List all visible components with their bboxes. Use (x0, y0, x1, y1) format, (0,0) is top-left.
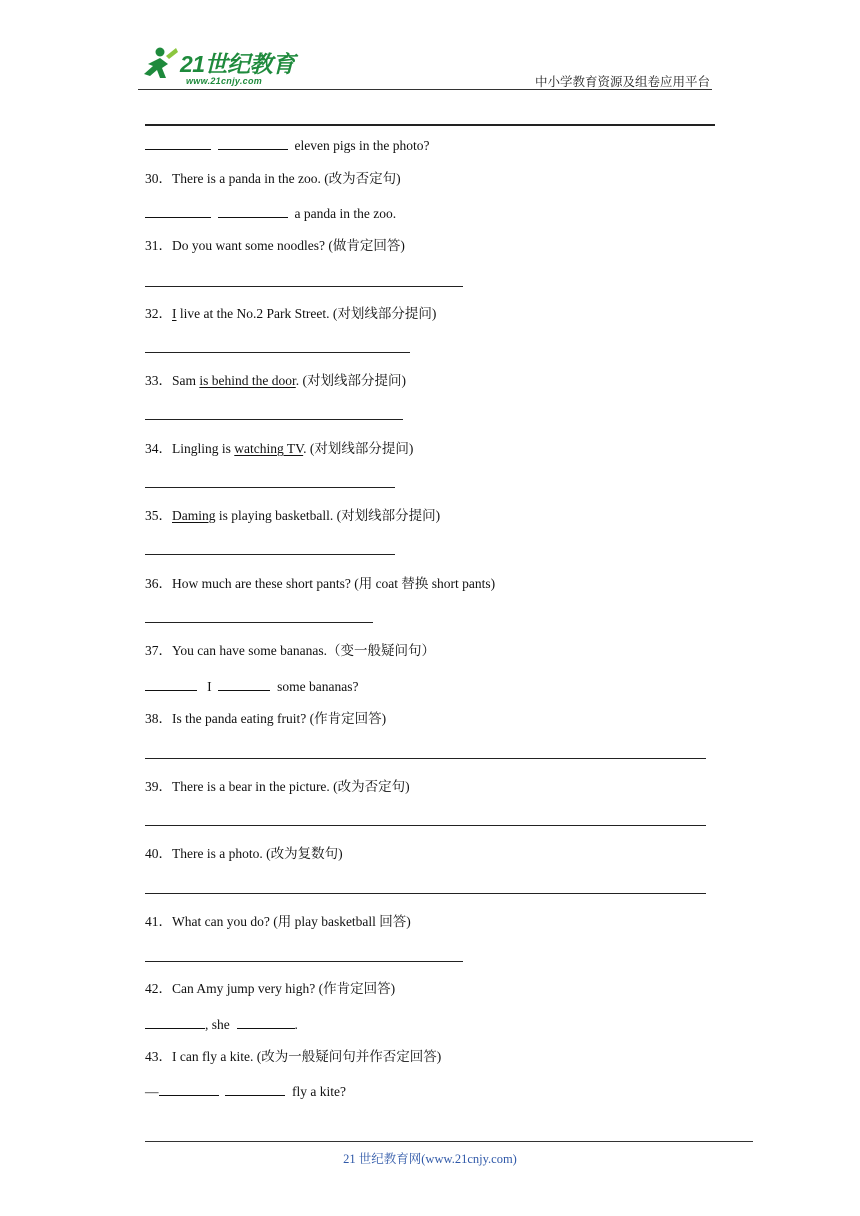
logo-text: 21世纪教育 (180, 51, 295, 77)
answer-blank[interactable] (145, 677, 197, 691)
question-text: How much are these short pants? (用 coat 替换 short pants) (172, 576, 496, 591)
question-43-answer (145, 1082, 346, 1101)
question-text: Do you want some noodles? (做肯定回答) (172, 238, 405, 253)
question-text: There is a panda in the zoo. (改为否定句) (172, 171, 401, 186)
question-text: I (207, 679, 212, 694)
underlined-part: Daming (172, 508, 216, 523)
underlined-part: is behind the door (199, 373, 296, 388)
question-text: You can have some bananas.（变一般疑问句） (172, 643, 435, 658)
question-number: 36． (145, 576, 172, 591)
question-36 (145, 575, 495, 593)
footer-text: 21 世纪教育网(www.21cnjy.com) (343, 1152, 517, 1166)
question-number: 39． (145, 779, 172, 794)
question-text: live at the No.2 Park Street. (对划线部分提问) (176, 306, 437, 321)
answer-blank[interactable] (145, 1015, 205, 1029)
answer-blank[interactable] (218, 677, 270, 691)
answer-blank[interactable] (237, 1015, 295, 1029)
question-text: , she (205, 1017, 230, 1032)
question-text: fly a kite? (292, 1084, 346, 1099)
question-number: 38． (145, 711, 172, 726)
question-number: 34． (145, 441, 172, 456)
question-number: 42． (145, 981, 172, 996)
answer-blank[interactable] (218, 136, 288, 150)
underlined-part: I (172, 306, 177, 321)
question-text: eleven pigs in the photo? (294, 138, 430, 153)
answer-line[interactable] (145, 352, 410, 353)
question-42-answer (145, 1015, 298, 1034)
question-text: . (对划线部分提问) (303, 441, 414, 456)
question-31 (145, 237, 405, 255)
underlined-part: watching TV (234, 441, 304, 456)
question-30-answer (145, 204, 396, 223)
question-40 (145, 845, 343, 863)
runner-logo-icon (138, 44, 180, 86)
question-41 (145, 913, 411, 931)
answer-line[interactable] (145, 893, 706, 894)
question-text: There is a bear in the picture. (改为否定句) (172, 779, 410, 794)
answer-line[interactable] (145, 554, 395, 555)
question-number: 33． (145, 373, 172, 388)
question-32 (145, 305, 436, 323)
answer-line[interactable] (145, 286, 463, 287)
site-logo (138, 44, 308, 92)
question-number: 31． (145, 238, 172, 253)
question-text: What can you do? (用 play basketball 回答) (172, 914, 411, 929)
question-38 (145, 710, 386, 728)
answer-line[interactable] (145, 487, 395, 488)
question-number: 32． (145, 306, 172, 321)
question-text: There is a photo. (改为复数句) (172, 846, 343, 861)
section-rule (145, 124, 715, 126)
question-text: is playing basketball. (对划线部分提问) (215, 508, 441, 523)
question-35 (145, 507, 440, 525)
question-37 (145, 642, 435, 660)
answer-blank[interactable] (159, 1082, 219, 1096)
question-text: . (294, 1017, 298, 1032)
question-33 (145, 372, 406, 390)
answer-line[interactable] (145, 961, 463, 962)
logo-url: www.21cnjy.com (186, 76, 263, 86)
platform-tagline: 中小学教育资源及组卷应用平台 (534, 75, 710, 89)
answer-line[interactable] (145, 825, 706, 826)
answer-blank[interactable] (225, 1082, 285, 1096)
question-text: a panda in the zoo. (294, 206, 397, 221)
question-text: Lingling is (172, 441, 235, 456)
footer-rule (145, 1141, 753, 1142)
answer-line[interactable] (145, 622, 373, 623)
answer-line[interactable] (145, 419, 403, 420)
question-42 (145, 980, 395, 998)
question-text: . (对划线部分提问) (295, 373, 407, 388)
answer-blank[interactable] (145, 204, 211, 218)
question-39 (145, 778, 410, 796)
question-number: 35． (145, 508, 172, 523)
question-30 (145, 170, 401, 188)
question-text: Sam (172, 373, 200, 388)
answer-blank[interactable] (145, 136, 211, 150)
question-number: 40． (145, 846, 172, 861)
question-number: 41． (145, 914, 172, 929)
question-text: Can Amy jump very high? (作肯定回答) (172, 981, 396, 996)
answer-blank[interactable] (218, 204, 288, 218)
question-text: some bananas? (277, 679, 359, 694)
dash: — (145, 1084, 159, 1099)
question-number: 30． (145, 171, 172, 186)
question-number: 37． (145, 643, 172, 658)
question-number: 43． (145, 1049, 172, 1064)
question-text: Is the panda eating fruit? (作肯定回答) (172, 711, 387, 726)
question-37-answer (145, 677, 358, 696)
question-29-line (145, 136, 429, 155)
header-rule (138, 89, 712, 90)
question-43 (145, 1048, 441, 1066)
answer-line[interactable] (145, 758, 706, 759)
question-text: I can fly a kite. (改为一般疑问句并作否定回答) (172, 1049, 442, 1064)
question-34 (145, 440, 413, 458)
